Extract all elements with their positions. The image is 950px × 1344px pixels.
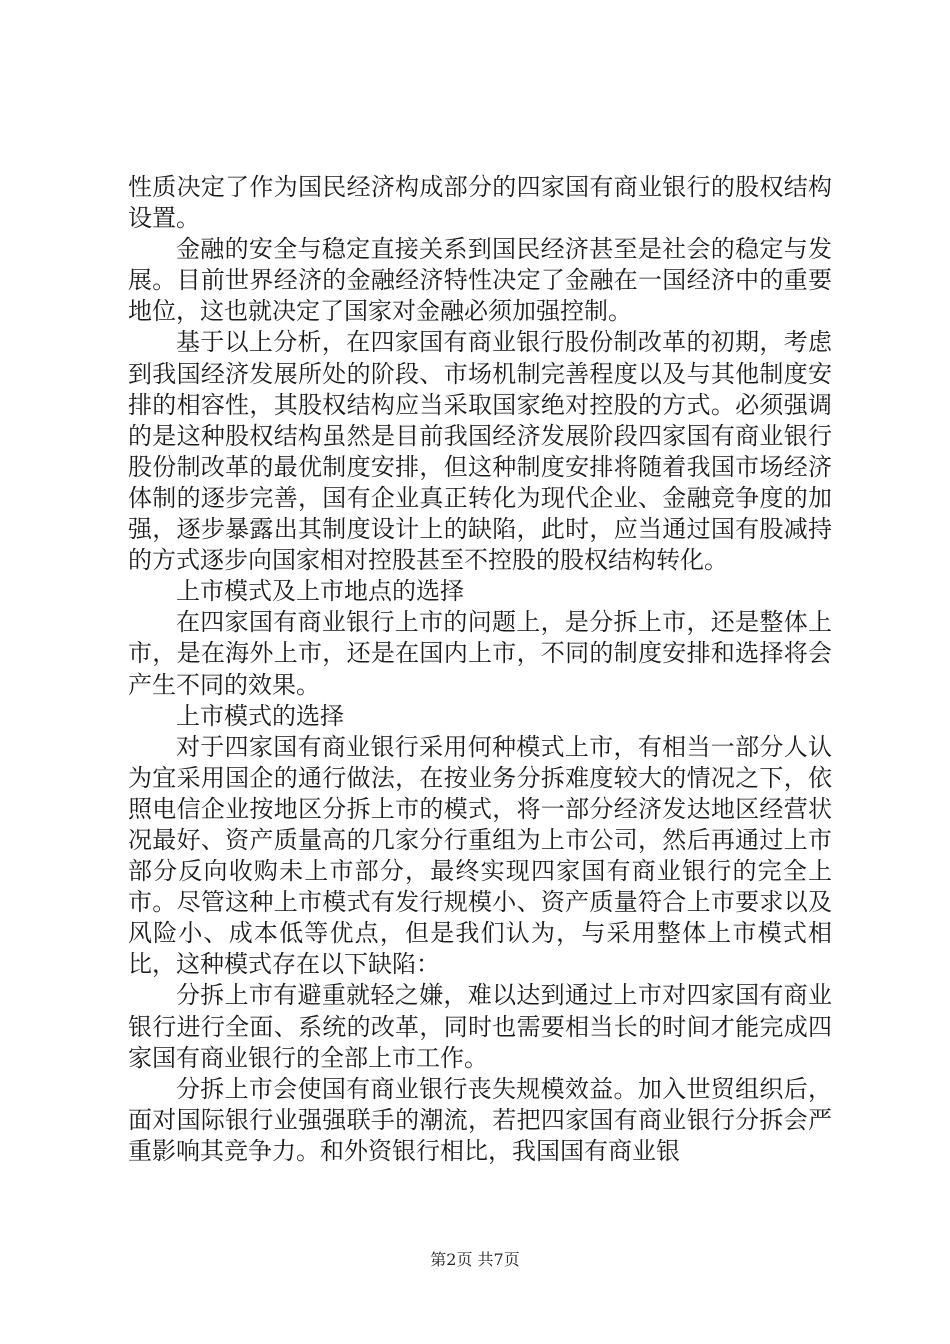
paragraph-2: 金融的安全与稳定直接关系到国民经济甚至是社会的稳定与发展。目前世界经济的金融经济特性决定了金融在一国经济中的重要地位，这也就决定了国家对金融必须加强控制。: [128, 235, 832, 326]
section-heading-listing-mode: 上市模式的选择: [176, 701, 344, 730]
page-footer: 第2页 共7页: [430, 1250, 520, 1269]
paragraph-1: 性质决定了作为国民经济构成部分的四家国有商业银行的股权结构设置。: [128, 173, 832, 233]
paragraph-7: 分拆上市会使国有商业银行丧失规模效益。加入世贸组织后，面对国际银行业强强联手的潮流，若把四家国有商业银行分拆会严重影响其竞争力。和外资银行相比，我国国有商业银: [128, 1074, 832, 1165]
paragraph-3: 基于以上分析，在四家国有商业银行股份制改革的初期，考虑到我国经济发展所处的阶段、市场机制完善程度以及与其他制度安排的相容性，其股权结构应当采取国家绝对控股的方式。必须强调的是这种股权结构虽然是目前我国经济发展阶段四家国有商业银行股份制改革的最优制度安排，但这种制度安排将随着我国市场经济体制的逐步完善，国有企业真正转化为现代企业、金融竞争度的加强，逐步暴露出其制度设计上的缺陷，此时，应当通过国有股减持的方式逐步向国家相对控股甚至不控股的股权结构转化。: [128, 328, 832, 575]
section-heading-listing-mode-and-location: 上市模式及上市地点的选择: [176, 577, 464, 606]
paragraph-6: 分拆上市有避重就轻之嫌，难以达到通过上市对四家国有商业银行进行全面、系统的改革，同时也需要相当长的时间才能完成四家国有商业银行的全部上市工作。: [128, 981, 832, 1072]
body-text: [128, 172, 832, 1167]
paragraph-4: 在四家国有商业银行上市的问题上，是分拆上市，还是整体上市，是在海外上市，还是在国内上市，不同的制度安排和选择将会产生不同的效果。: [128, 608, 832, 699]
paragraph-5: 对于四家国有商业银行采用何种模式上市，有相当一部分人认为宜采用国企的通行做法，在按业务分拆难度较大的情况之下，依照电信企业按地区分拆上市的模式，将一部分经济发达地区经营状况最好、资产质量高的几家分行重组为上市公司，然后再通过上市部分反向收购未上市部分，最终实现四家国有商业银行的完全上市。尽管这种上市模式有发行规模小、资产质量符合上市要求以及风险小、成本低等优点，但是我们认为，与采用整体上市模式相比，这种模式存在以下缺陷：: [128, 732, 832, 979]
